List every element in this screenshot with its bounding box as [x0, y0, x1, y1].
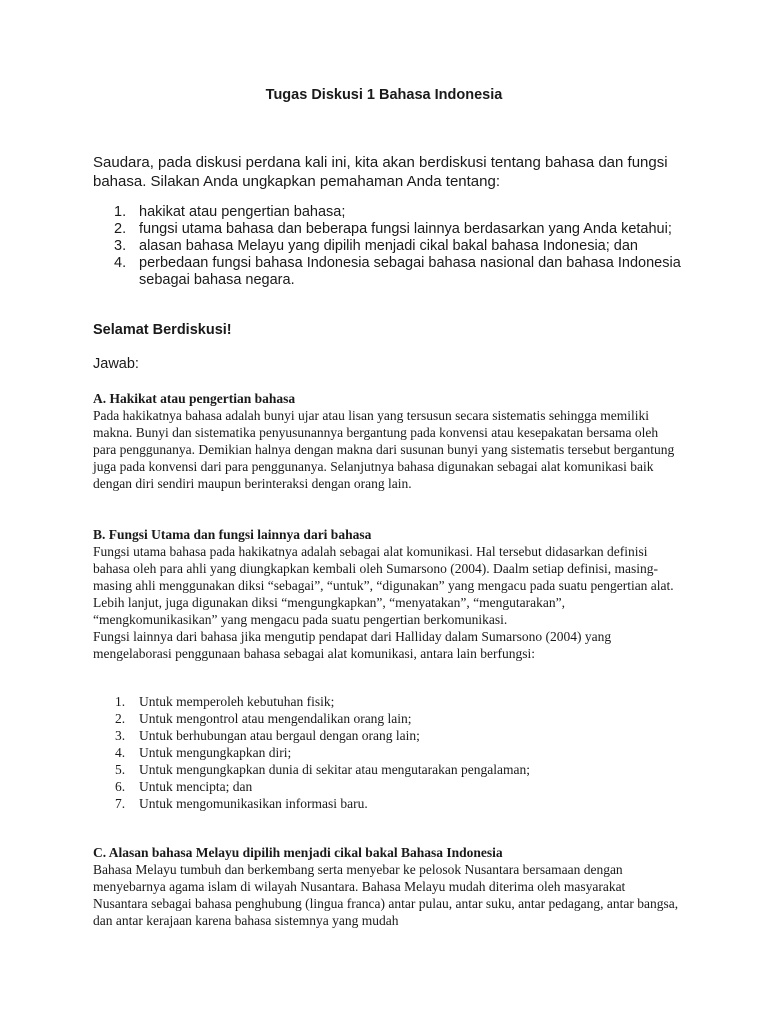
list-item — [93, 710, 683, 727]
list-item — [93, 238, 693, 255]
section-body: Pada hakikatnya bahasa adalah bunyi ujar atau lisan yang tersusun secara sistematis sehingga memiliki makna. Bunyi dan sistematika penyusunannya bergantung pada konvensi atau kesepakatan bersama oleh para penggunanya. Demikian halnya dengan makna dari susunan bunyi yang sistematis tersebut bergantung juga pada konvensi dari para penggunanya. Selanjutnya bahasa digunakan sebagai alat komunikasi baik dengan diri sendiri maupun berinteraksi dengan orang lain. — [93, 408, 675, 491]
intro-paragraph: Saudara, pada diskusi perdana kali ini, kita akan berdiskusi tentang bahasa dan fungsi bahasa. Silakan Anda ungkapkan pemahaman Anda tentang: — [93, 154, 668, 190]
list-item — [93, 255, 693, 289]
section-heading: A. Hakikat atau pengertian bahasa — [93, 391, 296, 406]
question-list — [93, 204, 693, 289]
section-b — [93, 526, 683, 662]
document-title: Tugas Diskusi 1 Bahasa Indonesia — [265, 87, 503, 103]
list-number: 4. — [115, 745, 126, 760]
list-text: fungsi utama bahasa dan beberapa fungsi lainnya berdasarkan yang Anda ketahui; — [139, 221, 672, 237]
section-heading: B. Fungsi Utama dan fungsi lainnya dari bahasa — [93, 527, 372, 542]
section-a — [93, 390, 683, 492]
list-item — [93, 204, 693, 221]
list-item — [93, 744, 683, 761]
list-number: 5. — [115, 762, 126, 777]
list-text: alasan bahasa Melayu yang dipilih menjadi cikal bakal bahasa Indonesia; dan — [139, 238, 638, 254]
list-number: 2. — [115, 711, 126, 726]
list-number: 6. — [115, 779, 126, 794]
greeting: Selamat Berdiskusi! — [93, 322, 232, 338]
list-item — [93, 761, 683, 778]
section-body: Fungsi lainnya dari bahasa jika mengutip pendapat dari Halliday dalam Sumarsono (2004) yang mengelaborasi penggunaan bahasa sebagai alat komunikasi, antara lain berfungsi: — [93, 629, 612, 661]
list-text: hakikat atau pengertian bahasa; — [139, 204, 346, 220]
list-item — [93, 795, 683, 812]
list-number: 1. — [115, 694, 126, 709]
list-number: 2. — [114, 221, 127, 237]
section-body: Bahasa Melayu tumbuh dan berkembang serta menyebar ke pelosok Nusantara bersamaan dengan menyebarnya agama islam di wilayah Nusantara. Bahasa Melayu mudah diterima oleh masyarakat Nusantara sebagai bahasa penghubung (lingua franca) antar pulau, antar suku, antar pedagang, antar bangsa, dan antar kerajaan karena bahasa sistemnya yang mudah — [93, 862, 679, 928]
list-number: 3. — [114, 238, 127, 254]
list-number: 7. — [115, 796, 126, 811]
list-item — [93, 693, 683, 710]
answer-label: Jawab: — [93, 356, 139, 372]
list-text: Untuk berhubungan atau bergaul dengan orang lain; — [139, 728, 420, 743]
section-c — [93, 844, 683, 929]
list-text: Untuk memperoleh kebutuhan fisik; — [139, 694, 335, 709]
list-text: Untuk mengungkapkan dunia di sekitar atau mengutarakan pengalaman; — [139, 762, 530, 777]
list-text: Untuk mengomunikasikan informasi baru. — [139, 796, 368, 811]
function-list — [93, 693, 683, 812]
list-text: Untuk mencipta; dan — [139, 779, 253, 794]
list-item — [93, 778, 683, 795]
list-text: perbedaan fungsi bahasa Indonesia sebagai bahasa nasional dan bahasa Indonesia sebagai bahasa negara. — [139, 255, 681, 288]
section-body: Fungsi utama bahasa pada hakikatnya adalah sebagai alat komunikasi. Hal tersebut didasarkan definisi bahasa oleh para ahli yang diungkapkan kembali oleh Sumarsono (2004). Daalm setiap definisi, masing-masing ahli menggunakan diksi “sebagai”, “untuk”, “digunakan” yang mengacu pada suatu pengertian alat. Lebih lanjut, juga digunakan diksi “mengungkapkan”, “menyatakan”, “mengutarakan”, “mengkomunikasikan” yang mengacu pada suatu pengertian berkomunikasi. — [93, 544, 674, 627]
list-text: Untuk mengontrol atau mengendalikan orang lain; — [139, 711, 412, 726]
list-text: Untuk mengungkapkan diri; — [139, 745, 292, 760]
list-number: 1. — [114, 204, 127, 220]
section-heading: C. Alasan bahasa Melayu dipilih menjadi cikal bakal Bahasa Indonesia — [93, 845, 503, 860]
list-item — [93, 727, 683, 744]
list-item — [93, 221, 693, 238]
list-number: 4. — [114, 255, 127, 271]
list-number: 3. — [115, 728, 126, 743]
